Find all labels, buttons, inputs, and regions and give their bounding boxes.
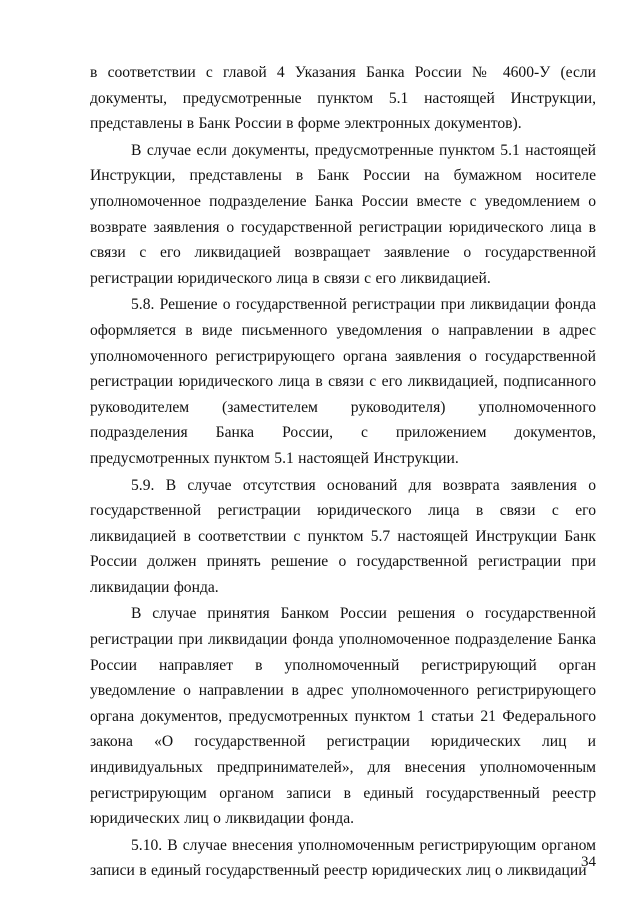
document-page bbox=[90, 60, 596, 885]
paragraph-5-9: 5.9. В случае отсутствия оснований для возврата заявления о государственной регистрации юридического лица в связи с его ликвидацией в соответствии с пунктом 5.7 настоящей Инструкции Банк России должен принять решение о государственной регистрации при ликвидации фонда. bbox=[90, 476, 596, 596]
paragraph-paper-return: В случае если документы, предусмотренные пунктом 5.1 настоящей Инструкции, представлены в Банк России на бумажном носителе уполномоченное подразделение Банка России вместе с уведомлением о возврате заявления о государственной регистрации юридического лица в связи с его ликвидацией возвращает заявление о государственной регистрации юридического лица в связи с его ликвидацией. bbox=[90, 141, 596, 287]
page-number: 34 bbox=[581, 854, 596, 870]
paragraph-5-8: 5.8. Решение о государственной регистрации при ликвидации фонда оформляется в виде письменного уведомления о направлении в адрес уполномоченного регистрирующего органа заявления о государственной регистрации юридического лица в связи с его ликвидацией, подписанного руководителем (заместителем руководителя) уполномоченного подразделения Банка России, с приложением документов, предусмотренных пунктом 5.1 настоящей Инструкции. bbox=[90, 296, 596, 467]
paragraph-continuation: в соответствии с главой 4 Указания Банка России № 4600-У (если документы, предусмотренные пунктом 5.1 настоящей Инструкции, представлены в Банк России в форме электронных документов). bbox=[90, 64, 596, 133]
paragraph-5-10: 5.10. В случае внесения уполномоченным регистрирующим органом записи в единый государственный реестр юридических лиц о ликвидации bbox=[90, 836, 596, 880]
paragraph-decision: В случае принятия Банком России решения о государственной регистрации при ликвидации фонда уполномоченное подразделение Банка России направляет в уполномоченный регистрирующий орган уведомление о направлении в адрес уполномоченного регистрирующего органа документов, предусмотренных пунктом 1 статьи 21 Федерального закона «О государственной регистрации юридических лиц и индивидуальных предпринимателей», для внесения уполномоченным регистрирующим органом записи в единый государственный реестр юридических лиц о ликвидации фонда. bbox=[90, 605, 596, 828]
